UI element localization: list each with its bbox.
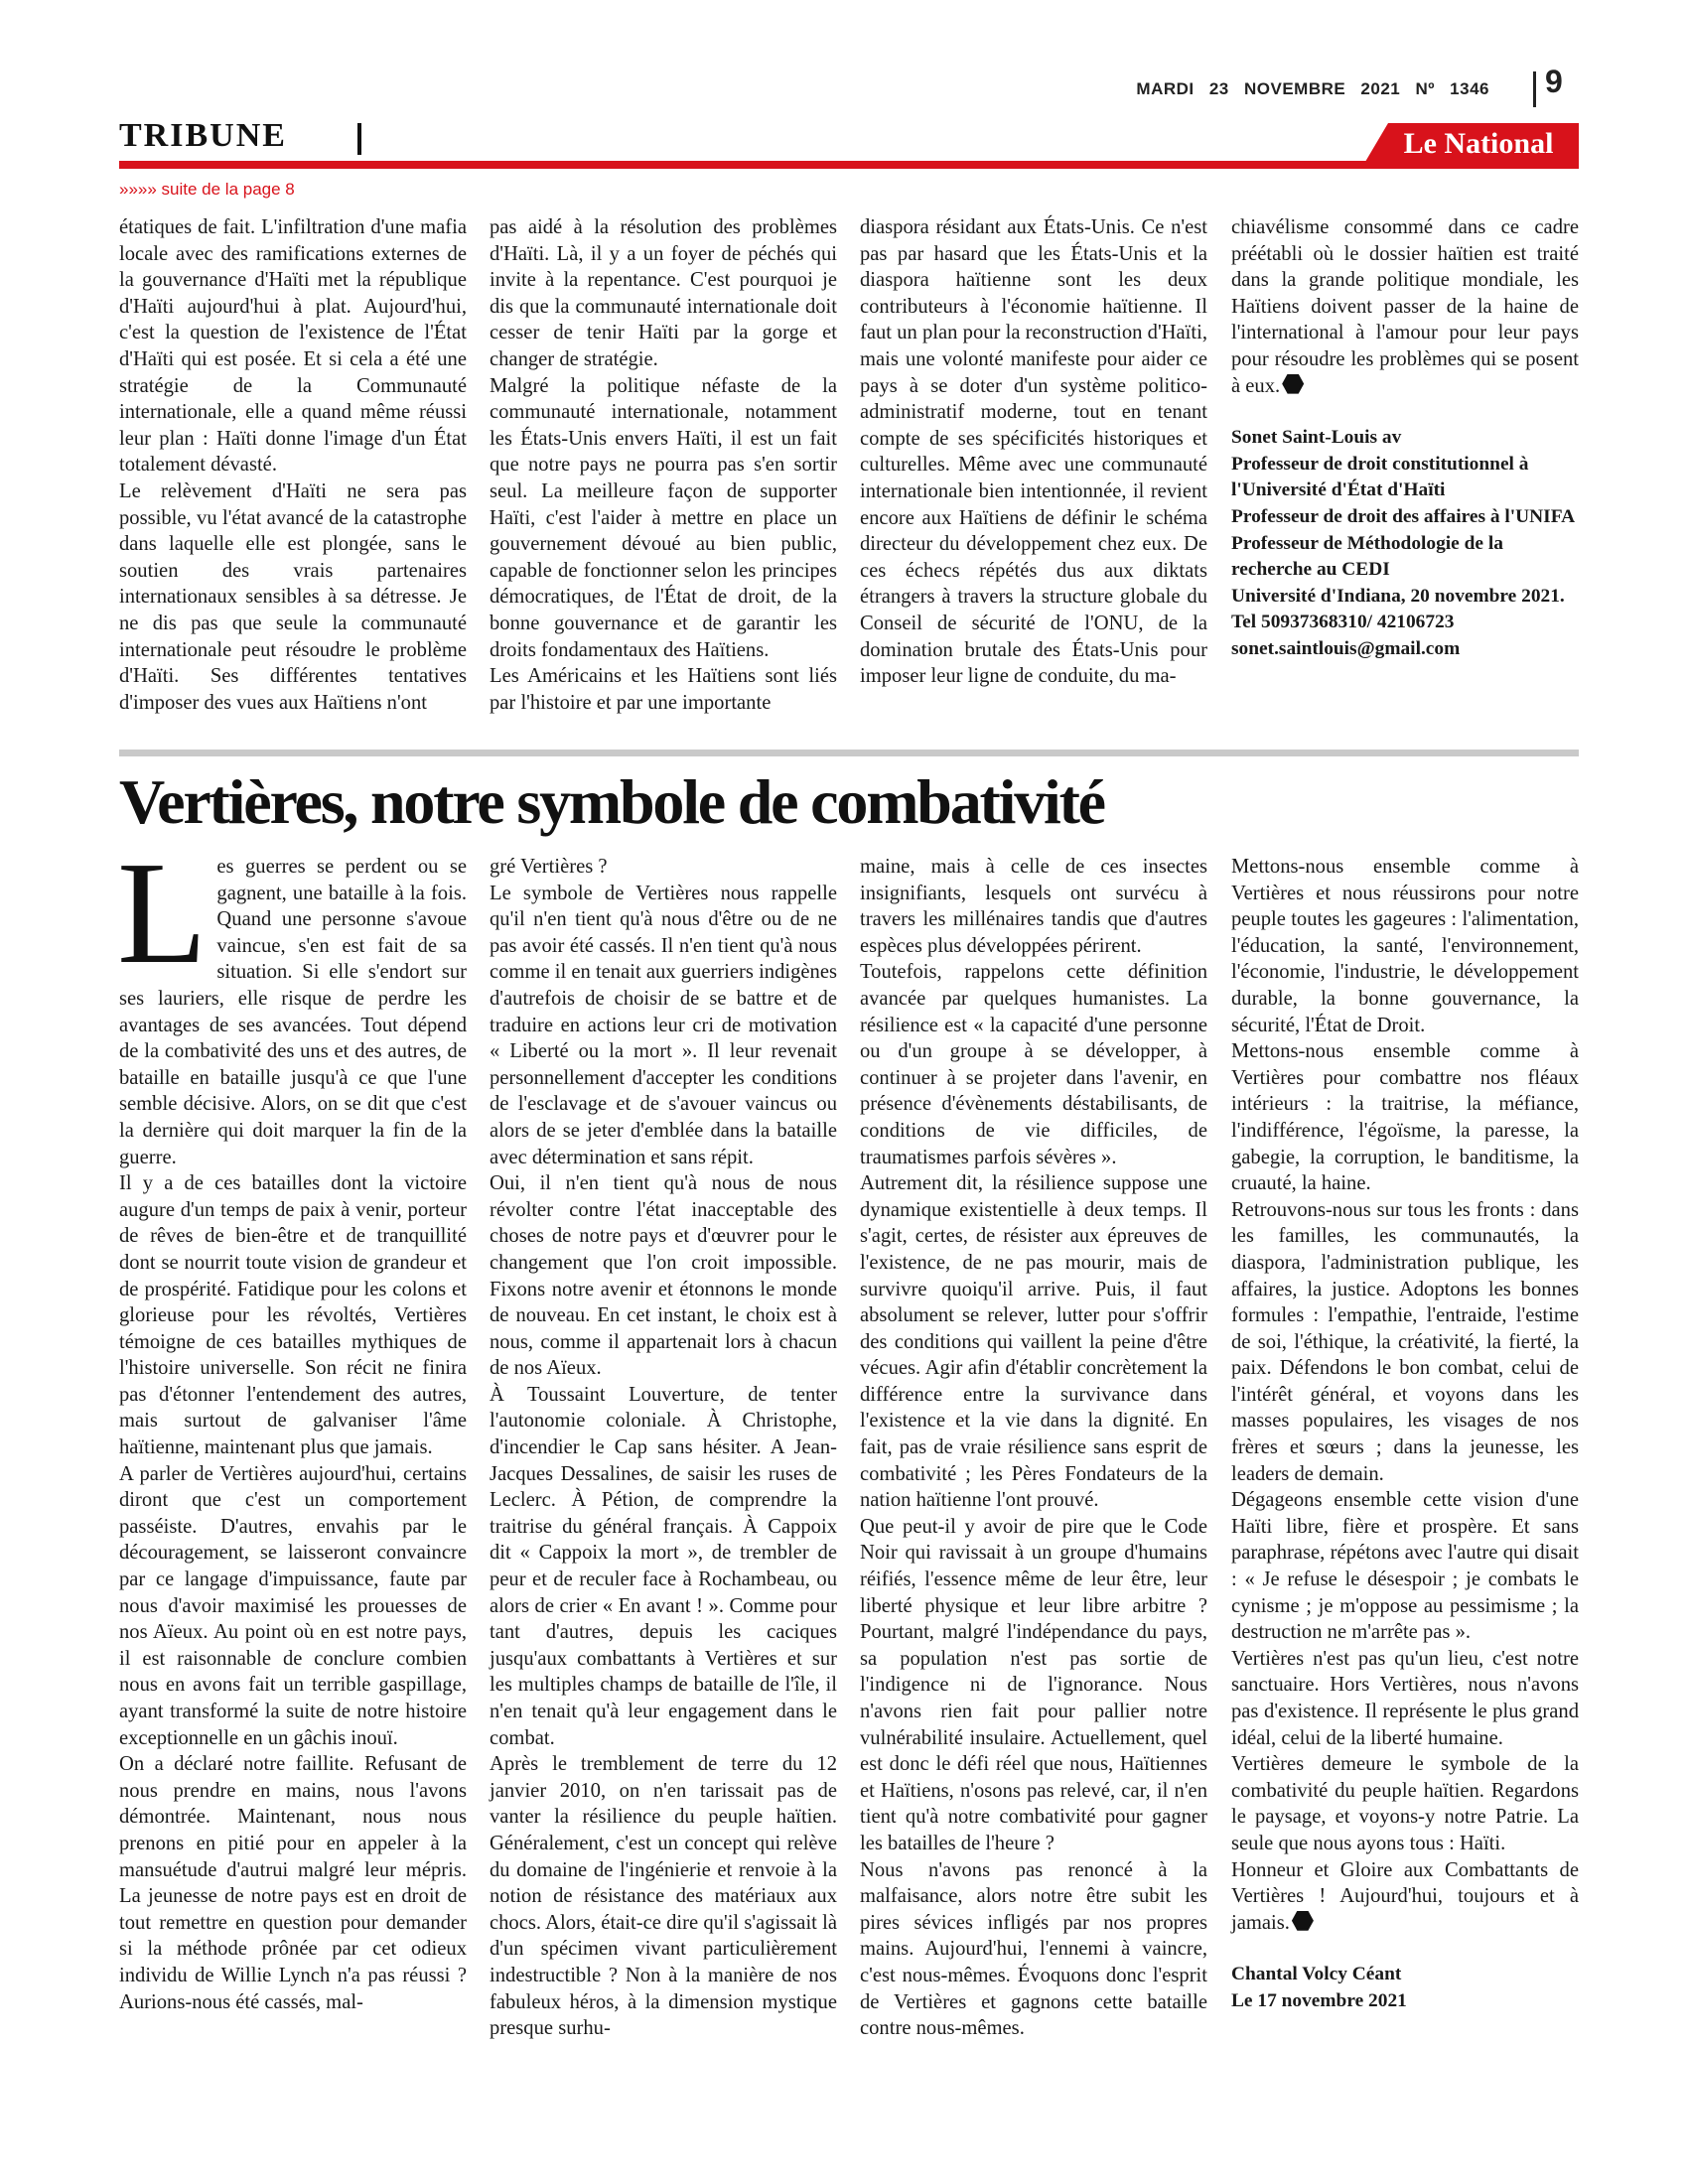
author-block: [1231, 1962, 1579, 2014]
date-line: MARDI 23 NOVEMBRE 2021 Nº 1346: [1136, 79, 1489, 98]
masthead-logo: Le National: [1403, 127, 1554, 160]
paragraph: Malgré la politique néfaste de la communauté internationale, notamment les États-Unis envers Haïti, il est un fait que notre pays ne pourra pas s'en sortir seul. La meilleure façon de supporter Haïti, c'est l'aider à mettre en place un gouvernement dévoué au bien public, capable de fonctionner selon les principes démocratiques, de l'État de droit, de la bonne gouvernance et de garantir les droits fondamentaux des Haïtiens.: [490, 374, 837, 661]
section-separator: [357, 123, 361, 155]
paragraph-text: es guerres se perdent ou se gagnent, une bataille à la fois. Quand une personne s'avoue vaincue, s'en est fait de sa situation. Si elle s'endort sur ses lauriers, elle risque de perdre les avantages de ses avancées. Tout dépend de la combativité des uns et des autres, de bataille en bataille jusqu'à ce que l'une semble décisive. Alors, on se dit que c'est la dernière qui doit marquer la fin de la guerre.: [119, 856, 467, 1168]
signature-name: Sonet Saint-Louis av: [1231, 427, 1402, 449]
main-article-column-1: [117, 832, 467, 2015]
top-article-column-4: [1231, 214, 1579, 663]
signature-date: Université d'Indiana, 20 novembre 2021.: [1231, 585, 1565, 607]
paragraph: On a déclaré notre faillite. Refusant de nous prendre en mains, nous l'avons démontrée. Maintenant, nous nous prenons en pitié pour en appeler à la mansuétude d'autrui malgré leur mépris. La jeunesse de notre pays est en droit de tout remettre en question pour demander si la méthode prônée par cet odieux individu de Willie Lynch n'a pas réussi ? Aurions-nous été cassés, mal-: [119, 1753, 467, 2013]
paragraph: Vertières demeure le symbole de la combativité du peuple haïtien. Regardons le paysage, et voyons-y notre Patrie. La seule que nous ayons tous : Haïti.: [1231, 1753, 1579, 1854]
masthead-rule: [119, 161, 1579, 169]
top-article-column-2: [490, 214, 837, 716]
main-article-column-4: [1231, 854, 1579, 2015]
paragraph: maine, mais à celle de ces insectes insignifiants, lesquels ont survécu à travers les millénaires tandis que d'autres espèces plus développées périrent.: [860, 856, 1207, 957]
signature-title: Professeur de Méthodologie de la recherche au CEDI: [1231, 532, 1503, 581]
paragraph: Que peut-il y avoir de pire que le Code Noir qui ravissait à un groupe d'humains réifiés, l'essence même de leur être, leur liberté physique et leur libre arbitre ? Pourtant, malgré l'indépendance du pays, sa population n'est pas sortie de l'indigence ni de l'ignorance. Nous n'avons rien fait pour pallier notre vulnérabilité insulaire. Actuellement, quel est donc le défi réel que nous, Haïtiennes et Haïtiens, n'osons pas relevé, car, il n'en tient qu'à notre combativité pour gagner les batailles de l'heure ?: [860, 1515, 1207, 1854]
section-label: TRIBUNE: [119, 117, 287, 154]
paragraph: Oui, il n'en tient qu'à nous de nous révolter contre l'état inacceptable des choses de notre pays et d'œuvrer pour le changement que l'on croit impossible. Fixons notre avenir et étonnons le monde de nouveau. En cet instant, le choix est à nous, comme il appartenait lors à chacun de nos Aïeux.: [490, 1172, 837, 1380]
paragraph: gré Vertières ?: [490, 856, 608, 878]
main-article-column-3: [860, 854, 1207, 2042]
paragraph: Vertières n'est pas qu'un lieu, c'est notre sanctuaire. Hors Vertières, nous n'avons pas d'existence. Il représente le plus grand idéal, celui de la liberté humaine.: [1231, 1647, 1579, 1749]
signature-title: Professeur de droit des affaires à l'UNIFA: [1231, 505, 1576, 527]
paragraph: Il y a de ces batailles dont la victoire augure d'un temps de paix à venir, porteur de rêves de bien-être et de tranquillité dont se nourrit toute vision de grandeur et de prospérité. Fatidique pour les colons et glorieuse pour les révoltés, Vertières témoigne de ces batailles mythiques de l'histoire universelle. Son récit ne finira pas d'étonner l'entendement des autres, mais surtout de galvaniser l'âme haïtienne, maintenant plus que jamais.: [119, 1172, 467, 1459]
signature-email: sonet.saintlouis@gmail.com: [1231, 637, 1461, 659]
paragraph-text: chiavélisme consommé dans ce cadre préétabli où le dossier haïtien est traité dans la grande politique mondiale, les Haïtiens doivent passer de la haine de l'international à l'amour pour leur pays pour résoudre les problèmes qui se posent à eux.: [1231, 216, 1579, 397]
paragraph: pas aidé à la résolution des problèmes d'Haïti. Là, il y a un foyer de péchés qui invite à la repentance. C'est pourquoi je dis que la communauté internationale doit cesser de tenir Haïti par la gorge et changer de stratégie.: [490, 216, 837, 370]
paragraph-text: Honneur et Gloire aux Combattants de Vertières ! Aujourd'hui, toujours et à jamais.: [1231, 1858, 1579, 1934]
paragraph: A parler de Vertières aujourd'hui, certains diront que c'est un comportement passéiste. D'autres, envahis par le découragement, se laisseront convaincre par ce langage d'impuissance, faute par nous d'avoir maximisé les prouesses de nos Aïeux. Au point où en est notre pays, il est raisonnable de conclure combien nous en avons fait un terrible gaspillage, ayant transformé la suite de notre histoire exceptionnelle en un gâchis inouï.: [119, 1462, 467, 1749]
paragraph: Mettons-nous ensemble comme à Vertières pour combattre nos fléaux intérieurs : la traitrise, la méfiance, l'indifférence, l'égoïsme, la paresse, la gabegie, la corruption, le banditisme, la cruauté, la haine.: [1231, 1040, 1579, 1195]
paragraph: [1231, 1857, 1579, 1937]
paragraph: Après le tremblement de terre du 12 janvier 2010, on n'en tarissait pas de vanter la résilience du peuple haïtien. Généralement, c'est un concept qui relève du domaine de l'ingénierie et renvoie à la notion de résistance des matériaux aux chocs. Alors, était-ce dire qu'il s'agissait là d'un spécimen vivant particulièrement indestructible ? Non à la manière de nos fabuleux héros, à la dimension mystique presque surhu-: [490, 1753, 837, 2040]
author-date: Le 17 novembre 2021: [1231, 1989, 1407, 2011]
paragraph: Le relèvement d'Haïti ne sera pas possible, vu l'état avancé de la catastrophe dans laquelle elle est plongée, sans le soutien des vrais partenaires internationaux sensibles à sa détresse. Je ne dis pas que seule la communauté internationale peut résoudre le problème d'Haïti. Ses différentes tentatives d'imposer des vues aux Haïtiens n'ont: [119, 479, 467, 714]
author-name: Chantal Volcy Céant: [1231, 1964, 1402, 1985]
signature-block: [1231, 425, 1579, 662]
end-of-article-icon: [1292, 1911, 1314, 1931]
page-number-separator: [1533, 71, 1536, 107]
paragraph: Retrouvons-nous sur tous les fronts : dans les familles, les communautés, la diaspora, l'administration publique, les affaires, la justice. Adoptons les bonnes formules : l'empathie, l'entraide, l'estime de soi, l'éthique, la créativité, la fierté, la paix. Défendons le bon combat, celui de l'intérêt général, et voyons dans les masses populaires, les visages de nos frères et sœurs ; dans la jeunesse, les leaders de demain.: [1231, 1198, 1579, 1485]
signature-phone: Tel 50937368310/ 42106723: [1231, 612, 1455, 633]
paragraph: Nous n'avons pas renoncé à la malfaisance, alors notre être subit les pires sévices infligés par nos propres mains. Aujourd'hui, l'ennemi à vaincre, c'est nous-mêmes. Évoquons donc l'esprit de Vertières et gagnons cette bataille contre nous-mêmes.: [860, 1858, 1207, 2040]
paragraph: Les Américains et les Haïtiens sont liés par l'histoire et par une importante: [490, 665, 837, 714]
main-article-column-2: [490, 854, 837, 2042]
signature-title: Professeur de droit constitutionnel à l'Université d'État d'Haïti: [1231, 453, 1529, 501]
paragraph: Toutefois, rappelons cette définition avancée par quelques humanistes. La résilience est « la capacité d'une personne ou d'un groupe à se développer, à continuer à se projeter dans l'avenir, en présence d'évènements déstabilisants, de conditions de vie difficiles, de traumatismes parfois sévères ».: [860, 961, 1207, 1168]
paragraph: étatiques de fait. L'infiltration d'une mafia locale avec des ramifications externes de la gouvernance d'Haïti met la république d'Haïti aujourd'hui à plat. Aujourd'hui, c'est la question de l'existence de l'État d'Haïti qui est posée. Et si cela a été une stratégie de la Communauté internationale, elle a quand même réussi leur plan : Haïti donne l'image d'un État totalement dévasté.: [119, 216, 467, 477]
paragraph: [117, 832, 467, 1170]
page-number: 9: [1545, 64, 1563, 99]
article-headline: Vertières, notre symbole de combativité: [119, 766, 1104, 837]
paragraph: Mettons-nous ensemble comme à Vertières et nous réussirons pour notre peuple toutes les gageures : l'alimentation, l'éducation, la santé, l'environnement, l'économie, l'industrie, le développement durable, la bonne gouvernance, la sécurité, l'État de Droit.: [1231, 856, 1579, 1036]
paragraph: Autrement dit, la résilience suppose une dynamique existentielle à deux temps. Il s'agit, certes, de résister aux épreuves de l'existence, de ne pas mourir, mais de survivre quoiqu'il arrive. Puis, il faut absolument se relever, lutter pour s'offrir des conditions qui vaillent la peine d'être vécues. Agir afin d'établir concrètement la différence entre la survivance dans l'existence et la vie dans la dignité. En fait, pas de vraie résilience sans esprit de combativité ; les Pères Fondateurs de la nation haïtienne l'ont prouvé.: [860, 1172, 1207, 1512]
paragraph: [1231, 214, 1579, 399]
paragraph: À Toussaint Louverture, de tenter l'autonomie coloniale. À Christophe, d'incendier le Cap sans hésiter. A Jean-Jacques Dessalines, de saisir les ruses de Leclerc. À Pétion, de comprendre la traitrise du général français. À Cappoix dit « Cappoix la mort », de trembler de peur et de reculer face à Rochambeau, ou alors de crier « En avant ! ». Comme pour tant d'autres, depuis les caciques jusqu'aux combattants à Vertières et sur les multiples champs de bataille de l'île, il n'en tenait qu'à leur engagement dans le combat.: [490, 1383, 837, 1749]
drop-cap: L: [117, 832, 208, 995]
paragraph: diaspora résidant aux États-Unis. Ce n'est pas par hasard que les États-Unis et la diaspora haïtienne sont les deux contributeurs à l'économie haïtienne. Il faut un plan pour la reconstruction d'Haïti, mais une volonté manifeste pour aider ce pays à se doter d'un système politico-administratif moderne, tout en tenant compte de ses spécificités historiques et culturelles. Même avec une communauté internationale bien intentionnée, il revient encore aux Haïtiens de définir le schéma directeur du développement chez eux. De ces échecs répétés dus aux diktats étrangers à travers la structure globale du Conseil de sécurité de l'ONU, de la domination brutale des États-Unis pour imposer leur ligne de conduite, du ma-: [860, 216, 1207, 688]
paragraph: Dégageons ensemble cette vision d'une Haïti libre, fière et prospère. Et sans paraphrase, répétons avec l'autre qui disait : « Je refuse le désespoir ; je combats le cynisme ; je m'oppose au pessimisme ; la destruction ne m'arrête pas ».: [1231, 1489, 1579, 1644]
top-article-column-3: [860, 214, 1207, 690]
continued-from-label: »»»» suite de la page 8: [119, 180, 295, 199]
paragraph: Le symbole de Vertières nous rappelle qu'il n'en tient qu'à nous d'être ou de ne pas avoir été cassés. Il n'en tient qu'à nous comme il en tenait aux guerriers indigènes d'autrefois de choisir de se battre et de traduire en actions leur cri de motivation « Liberté ou la mort ». Il leur revenait personnellement d'accepter les conditions de l'esclavage et de s'avouer vaincus ou alors de se jeter d'emblée dans la bataille avec détermination et sans répit.: [490, 882, 837, 1168]
top-article-column-1: [119, 214, 467, 716]
article-divider: [119, 750, 1579, 756]
end-of-article-icon: [1282, 374, 1304, 394]
